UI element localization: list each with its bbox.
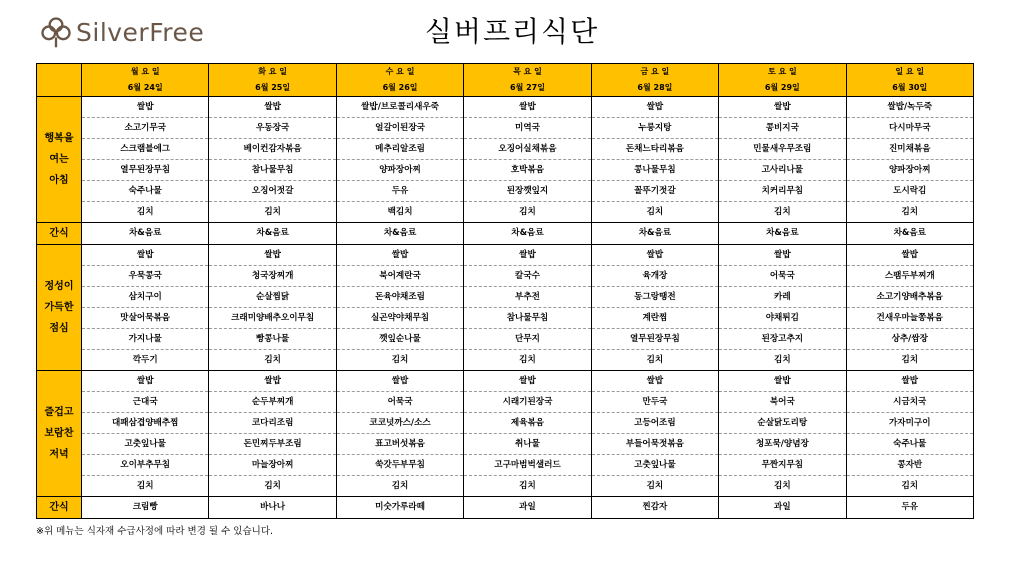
meal-row [37, 434, 974, 455]
menu-cell: 쌀밥/녹두죽 [846, 97, 973, 118]
menu-cell: 마늘장아찌 [209, 455, 336, 476]
meal-row [37, 308, 974, 329]
menu-cell: 민물새우무조림 [719, 139, 846, 160]
day-header: 수 요 일 [336, 64, 463, 80]
section-label-line: 점심 [49, 323, 69, 334]
header-day-row [37, 64, 974, 80]
menu-cell: 쌀밥 [591, 371, 718, 392]
menu-cell: 고등어조림 [591, 413, 718, 434]
menu-cell: 다시마무국 [846, 118, 973, 139]
menu-cell: 청포묵/양념장 [719, 434, 846, 455]
menu-cell: 시래기된장국 [464, 392, 591, 413]
menu-cell: 깻잎순나물 [336, 329, 463, 350]
menu-cell: 참나물무침 [209, 160, 336, 181]
menu-cell: 쌀밥 [336, 245, 463, 266]
meal-row [37, 455, 974, 476]
menu-cell: 김치 [846, 202, 973, 223]
menu-cell: 어묵국 [719, 266, 846, 287]
menu-cell: 두유 [336, 181, 463, 202]
header-date-row [37, 79, 974, 97]
menu-cell: 육개장 [591, 266, 718, 287]
section-label-line: 행복을 [44, 133, 74, 144]
meal-section-label [37, 97, 82, 223]
menu-cell: 쌀밥 [846, 371, 973, 392]
menu-cell: 김치 [719, 350, 846, 371]
date-header: 6월 30일 [846, 79, 973, 97]
menu-cell: 치커리무침 [719, 181, 846, 202]
meal-section-label [37, 497, 82, 519]
menu-cell: 쌀밥 [336, 371, 463, 392]
menu-cell: 가지나물 [82, 329, 209, 350]
menu-cell: 쌀밥 [464, 245, 591, 266]
menu-cell: 미숫가루라떼 [336, 497, 463, 519]
menu-cell: 꼴뚜기젓갈 [591, 181, 718, 202]
menu-cell: 건새우마늘쫑볶음 [846, 308, 973, 329]
menu-cell: 카레 [719, 287, 846, 308]
menu-cell: 어묵국 [336, 392, 463, 413]
menu-cell: 김치 [719, 202, 846, 223]
menu-cell: 열무된장무침 [591, 329, 718, 350]
menu-cell: 삼치구이 [82, 287, 209, 308]
menu-cell: 오징어젓갈 [209, 181, 336, 202]
day-header: 일 요 일 [846, 64, 973, 80]
menu-cell: 숙주나물 [846, 434, 973, 455]
menu-cell: 쌀밥 [719, 245, 846, 266]
menu-cell: 김치 [591, 202, 718, 223]
menu-cell: 김치 [846, 350, 973, 371]
meal-row [37, 202, 974, 223]
menu-cell: 쌀밥 [209, 371, 336, 392]
day-header: 목 요 일 [464, 64, 591, 80]
menu-cell: 쌀밥 [209, 245, 336, 266]
header-corner [37, 64, 82, 97]
menu-cell: 순살찜닭 [209, 287, 336, 308]
menu-cell: 빵콩나물 [209, 329, 336, 350]
menu-cell: 김치 [82, 476, 209, 497]
meal-row [37, 181, 974, 202]
menu-cell: 미역국 [464, 118, 591, 139]
day-header: 토 요 일 [719, 64, 846, 80]
menu-cell: 숙주나물 [82, 181, 209, 202]
menu-cell: 오이부추무침 [82, 455, 209, 476]
menu-cell: 돈육야채조림 [336, 287, 463, 308]
snack-row [37, 497, 974, 519]
menu-cell: 얼갈이된장국 [336, 118, 463, 139]
section-label-line: 간식 [49, 502, 69, 513]
menu-cell: 근대국 [82, 392, 209, 413]
menu-cell: 고사리나물 [719, 160, 846, 181]
menu-cell: 오징어실채볶음 [464, 139, 591, 160]
menu-cell: 콩나물무침 [591, 160, 718, 181]
meal-row [37, 287, 974, 308]
menu-cell: 순살닭도리탕 [719, 413, 846, 434]
menu-cell: 양파장아찌 [336, 160, 463, 181]
menu-cell: 쌀밥 [719, 371, 846, 392]
menu-cell: 김치 [719, 476, 846, 497]
menu-cell: 대패삼겹양배추찜 [82, 413, 209, 434]
menu-cell: 양파장아찌 [846, 160, 973, 181]
menu-cell: 바나나 [209, 497, 336, 519]
menu-cell: 돈채느타리볶음 [591, 139, 718, 160]
menu-cell: 순두부찌개 [209, 392, 336, 413]
section-label-line: 저녁 [49, 449, 69, 460]
menu-cell: 북어계란국 [336, 266, 463, 287]
menu-cell: 열무된장무침 [82, 160, 209, 181]
menu-cell: 칼국수 [464, 266, 591, 287]
menu-cell: 메추리알조림 [336, 139, 463, 160]
meal-row [37, 97, 974, 118]
menu-cell: 찐감자 [591, 497, 718, 519]
section-label-line: 정성이 [44, 281, 74, 292]
section-label-line: 여는 [49, 154, 69, 165]
menu-cell: 돈민찌두부조림 [209, 434, 336, 455]
menu-cell: 쌀밥 [464, 371, 591, 392]
menu-cell: 코다리조림 [209, 413, 336, 434]
menu-cell: 김치 [464, 476, 591, 497]
menu-cell: 상추/쌈장 [846, 329, 973, 350]
menu-cell: 크래미양배추오이무침 [209, 308, 336, 329]
menu-cell: 김치 [846, 476, 973, 497]
menu-cell: 된장고추지 [719, 329, 846, 350]
menu-cell: 김치 [209, 350, 336, 371]
menu-cell: 쌀밥/브로콜리새우죽 [336, 97, 463, 118]
menu-cell: 김치 [591, 476, 718, 497]
menu-cell: 청국장찌개 [209, 266, 336, 287]
menu-cell: 차&음료 [209, 223, 336, 245]
menu-cell: 소고기양배추볶음 [846, 287, 973, 308]
menu-cell: 시금치국 [846, 392, 973, 413]
menu-cell: 차&음료 [846, 223, 973, 245]
menu-cell: 고구마범벅샐러드 [464, 455, 591, 476]
section-label-line: 보람찬 [44, 428, 74, 439]
menu-cell: 취나물 [464, 434, 591, 455]
menu-cell: 만두국 [591, 392, 718, 413]
meal-row [37, 371, 974, 392]
page-title: 실버프리식단 [424, 15, 600, 48]
menu-cell: 고춧잎나물 [82, 434, 209, 455]
menu-cell: 차&음료 [82, 223, 209, 245]
section-label-line: 즐겁고 [44, 407, 74, 418]
menu-cell: 소고기무국 [82, 118, 209, 139]
menu-cell: 스크램블에그 [82, 139, 209, 160]
menu-cell: 두유 [846, 497, 973, 519]
menu-cell: 차&음료 [464, 223, 591, 245]
menu-cell: 쌀밥 [591, 97, 718, 118]
menu-cell: 동그랑땡전 [591, 287, 718, 308]
meal-row [37, 266, 974, 287]
section-label-line: 간식 [49, 228, 69, 239]
brand-name: SilverFree [76, 17, 205, 47]
menu-cell: 콩자반 [846, 455, 973, 476]
menu-cell: 무짠지무침 [719, 455, 846, 476]
menu-cell: 제육볶음 [464, 413, 591, 434]
menu-cell: 쌀밥 [464, 97, 591, 118]
menu-cell: 누룽지탕 [591, 118, 718, 139]
menu-cell: 계란찜 [591, 308, 718, 329]
menu-cell: 쌀밥 [846, 245, 973, 266]
menu-cell: 스팸두부찌개 [846, 266, 973, 287]
meal-plan-table [36, 63, 974, 519]
section-label-line: 아침 [49, 175, 69, 186]
meal-section-label [37, 371, 82, 497]
meal-row [37, 413, 974, 434]
menu-cell: 베이컨감자볶음 [209, 139, 336, 160]
meal-row [37, 392, 974, 413]
meal-section-label [37, 223, 82, 245]
menu-cell: 차&음료 [591, 223, 718, 245]
menu-cell: 쌀밥 [591, 245, 718, 266]
menu-cell: 김치 [209, 476, 336, 497]
meal-row [37, 160, 974, 181]
menu-cell: 크림빵 [82, 497, 209, 519]
menu-cell: 김치 [591, 350, 718, 371]
menu-cell: 깍두기 [82, 350, 209, 371]
meal-row [37, 139, 974, 160]
menu-cell: 도시락김 [846, 181, 973, 202]
day-header: 화 요 일 [209, 64, 336, 80]
date-header: 6월 29일 [719, 79, 846, 97]
menu-cell: 북어국 [719, 392, 846, 413]
date-header: 6월 25일 [209, 79, 336, 97]
date-header: 6월 27일 [464, 79, 591, 97]
menu-cell: 김치 [209, 202, 336, 223]
menu-cell: 쌀밥 [719, 97, 846, 118]
meal-row [37, 245, 974, 266]
menu-cell: 부추전 [464, 287, 591, 308]
menu-cell: 된장깻잎지 [464, 181, 591, 202]
date-header: 6월 24일 [82, 79, 209, 97]
menu-cell: 차&음료 [336, 223, 463, 245]
menu-cell: 쌀밥 [209, 97, 336, 118]
menu-cell: 김치 [464, 202, 591, 223]
menu-cell: 과일 [464, 497, 591, 519]
menu-cell: 단무지 [464, 329, 591, 350]
meal-row [37, 118, 974, 139]
menu-cell: 야채튀김 [719, 308, 846, 329]
menu-cell: 쌀밥 [82, 245, 209, 266]
menu-cell: 쌀밥 [82, 371, 209, 392]
date-header: 6월 26일 [336, 79, 463, 97]
day-header: 금 요 일 [591, 64, 718, 80]
menu-cell: 우동장국 [209, 118, 336, 139]
footnote: ※위 메뉴는 식자재 수급사정에 따라 변경 될 수 있습니다. [36, 526, 274, 537]
menu-cell: 우묵콩국 [82, 266, 209, 287]
menu-cell: 김치 [82, 202, 209, 223]
menu-cell: 과일 [719, 497, 846, 519]
menu-cell: 표고버섯볶음 [336, 434, 463, 455]
meal-row [37, 329, 974, 350]
meal-section-label [37, 245, 82, 371]
menu-cell: 백김치 [336, 202, 463, 223]
date-header: 6월 28일 [591, 79, 718, 97]
menu-cell: 가자미구이 [846, 413, 973, 434]
menu-cell: 진미채볶음 [846, 139, 973, 160]
day-header: 월 요 일 [82, 64, 209, 80]
menu-cell: 참나물무침 [464, 308, 591, 329]
menu-cell: 김치 [336, 350, 463, 371]
menu-cell: 차&음료 [719, 223, 846, 245]
menu-cell: 김치 [464, 350, 591, 371]
menu-cell: 맛살어묵볶음 [82, 308, 209, 329]
snack-row [37, 223, 974, 245]
menu-cell: 김치 [336, 476, 463, 497]
menu-cell: 부들어묵젓볶음 [591, 434, 718, 455]
menu-cell: 고춧잎나물 [591, 455, 718, 476]
menu-cell: 호박볶음 [464, 160, 591, 181]
section-label-line: 가득한 [44, 302, 74, 313]
menu-cell: 실곤약야채무침 [336, 308, 463, 329]
meal-row [37, 476, 974, 497]
menu-cell: 쑥갓두부무침 [336, 455, 463, 476]
menu-cell: 콩비지국 [719, 118, 846, 139]
menu-cell: 쌀밥 [82, 97, 209, 118]
menu-cell: 코코넛까스/소스 [336, 413, 463, 434]
meal-row [37, 350, 974, 371]
